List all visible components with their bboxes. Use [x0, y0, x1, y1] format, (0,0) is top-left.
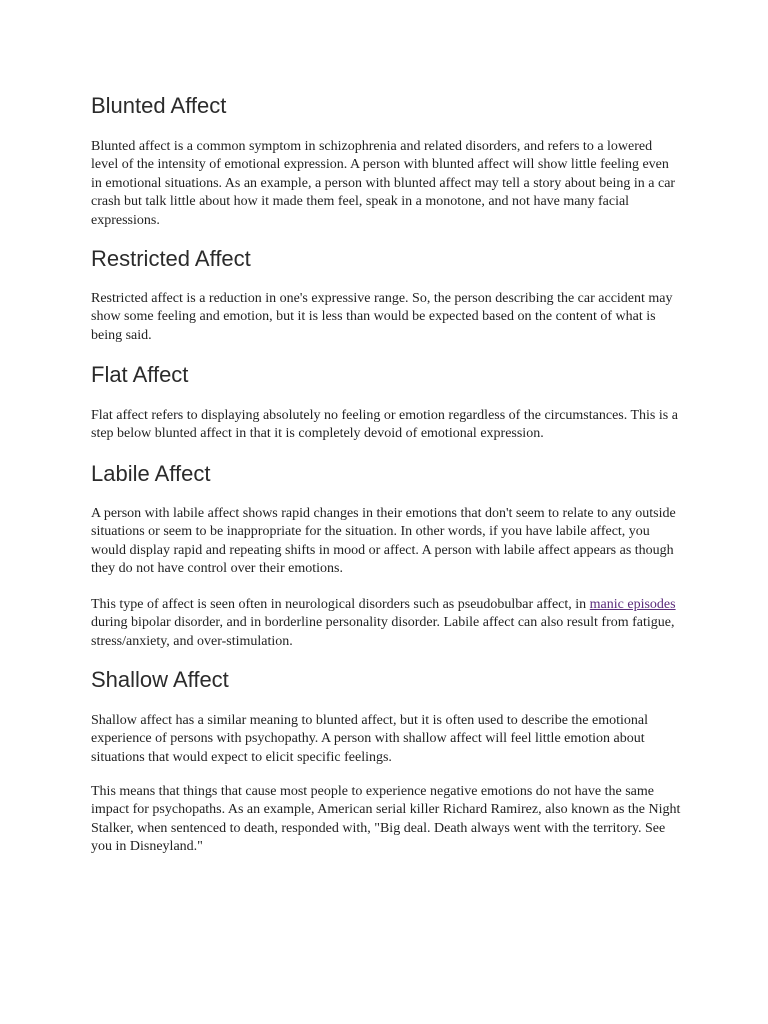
- heading-restricted-affect: Restricted Affect: [91, 246, 251, 271]
- manic-episodes-link[interactable]: manic episodes: [589, 597, 676, 612]
- heading-blunted-affect: Blunted Affect: [91, 93, 227, 118]
- paragraph-shallow-affect-2: This means that things that cause most people to experience negative emotions do not have the same impact for psychopaths. As an example, American serial killer Richard Ramirez, also known as the Night Stalker, when sentenced to death, responded with, "Big deal. Death always went with the territory. See you in Disneyland.": [91, 784, 681, 855]
- paragraph-text-after-link: during bipolar disorder, and in borderline personality disorder. Labile affect can also result from fatigue, stress/anxiety, and over-stimulation.: [91, 615, 675, 649]
- paragraph-text-before-link: This type of affect is seen often in neurological disorders such as pseudobulbar affect, in: [91, 597, 590, 612]
- paragraph-labile-affect-1: A person with labile affect shows rapid changes in their emotions that don't seem to relate to any outside situations or seem to be inappropriate for the situation. In other words, if you have labile affect, you would display rapid and repeating shifts in mood or affect. A person with labile affect appears as though they do not have control over their emotions.: [91, 506, 676, 577]
- heading-shallow-affect: Shallow Affect: [91, 667, 229, 692]
- heading-flat-affect: Flat Affect: [91, 362, 189, 387]
- paragraph-restricted-affect: Restricted affect is a reduction in one's expressive range. So, the person describing the car accident may show some feeling and emotion, but it is less than would be expected based on the content of what is being said.: [91, 291, 673, 343]
- paragraph-labile-affect-2: [91, 596, 681, 651]
- paragraph-blunted-affect: Blunted affect is a common symptom in schizophrenia and related disorders, and refers to a lowered level of the intensity of emotional expression. A person with blunted affect will show little feeling even in emotional situations. As an example, a person with blunted affect may tell a story about being in a car crash but talk little about how it made them feel, speak in a monotone, and not have many facial expressions.: [91, 139, 676, 228]
- paragraph-flat-affect: Flat affect refers to displaying absolutely no feeling or emotion regardless of the circumstances. This is a step below blunted affect in that it is completely devoid of emotional expression.: [91, 408, 678, 442]
- paragraph-shallow-affect-1: Shallow affect has a similar meaning to blunted affect, but it is often used to describe the emotional experience of persons with psychopathy. A person with shallow affect will feel little emotion about situations that would expect to elicit specific feelings.: [91, 713, 648, 765]
- heading-labile-affect: Labile Affect: [91, 461, 211, 486]
